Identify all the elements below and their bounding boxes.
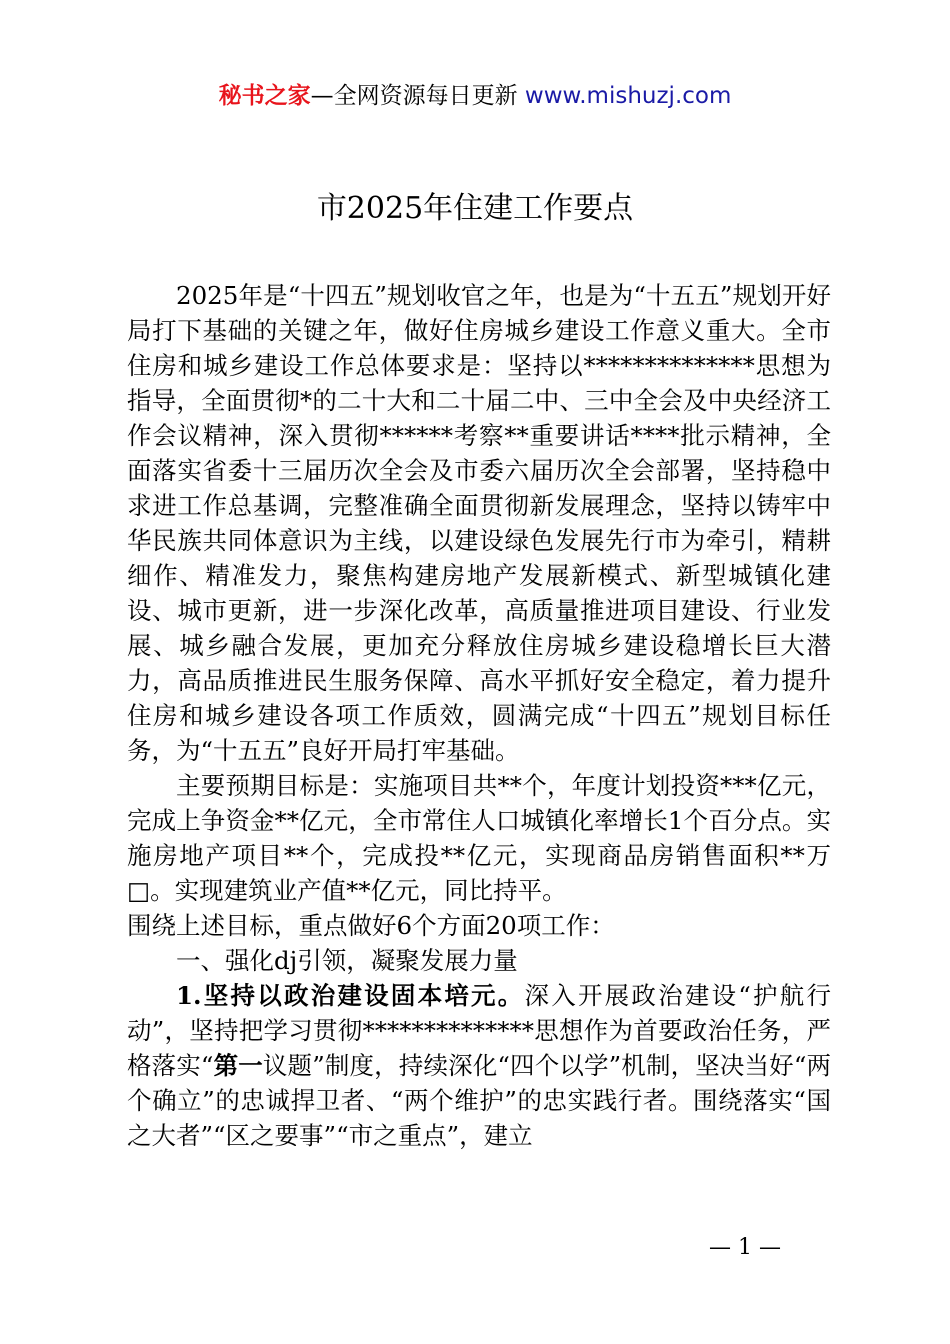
document-title: 市2025年住建工作要点 bbox=[316, 191, 634, 226]
item-1-text-b: 议题”制度，持续深化“四个以学”机制，坚决当好“两个确立”的忠诚捍卫者、“两个维护”的忠实践行者。围绕落实“国之大者”“区之要事”“市之重点”，建立 bbox=[127, 1051, 831, 1150]
page-number: — 1 — bbox=[709, 1235, 781, 1260]
item-1-text-a: 深入开展政治建设“护航行动”，坚持把学习贯彻**************思想作为首要政治任务，严格落实“ bbox=[127, 981, 831, 1080]
paragraph-targets: 主要预期目标是：实施项目共**个，年度计划投资***亿元，完成上争资金**亿元，全市常住人口城镇化率增长1个百分点。实施房地产项目**个，完成投**亿元，实现商品房销售面积**万□。实现建筑业产值**亿元，同比持平。 bbox=[127, 771, 831, 905]
item-1-heading: 1.坚持以政治建设固本培元。 bbox=[176, 981, 525, 1010]
site-tagline: —全网资源每日更新 bbox=[310, 83, 518, 109]
paragraph-overview: 2025年是“十四五”规划收官之年，也是为“十五五”规划开好局打下基础的关键之年，做好住房城乡建设工作意义重大。全市住房和城乡建设工作总体要求是：坚持以**************思想为指导，全面贯彻*的二十大和二十届二中、三中全会及中央经济工作会议精神，深入贯彻******考察**重要讲话****批示精神，全面落实省委十三届历次全会及市委六届历次全会部署，坚持稳中求进工作总基调，完整准确全面贯彻新发展理念，坚持以铸牢中华民族共同体意识为主线，以建设绿色发展先行市为牵引，精耕细作、精准发力，聚焦构建房地产发展新模式、新型城镇化建设、城市更新，进一步深化改革，高质量推进项目建设、行业发展、城乡融合发展，更加充分释放住房城乡建设稳增长巨大潜力，高品质推进民生服务保障、高水平抓好安全稳定，着力提升住房和城乡建设各项工作质效，圆满完成“十四五”规划目标任务，为“十五五”良好开局打牢基础。 bbox=[127, 281, 831, 765]
site-brand: 秘书之家 bbox=[218, 83, 311, 109]
section-heading-1: 一、强化dj引领，凝聚发展力量 bbox=[176, 946, 518, 975]
site-header bbox=[0, 80, 950, 112]
paragraph-item-1 bbox=[127, 978, 831, 1153]
item-1-bold-word: 第一 bbox=[213, 1051, 263, 1080]
site-url-link[interactable]: www.mishuzj.com bbox=[524, 83, 732, 109]
paragraph-intro: 围绕上述目标，重点做好6个方面20项工作： bbox=[127, 911, 615, 940]
document-body bbox=[127, 278, 831, 1153]
